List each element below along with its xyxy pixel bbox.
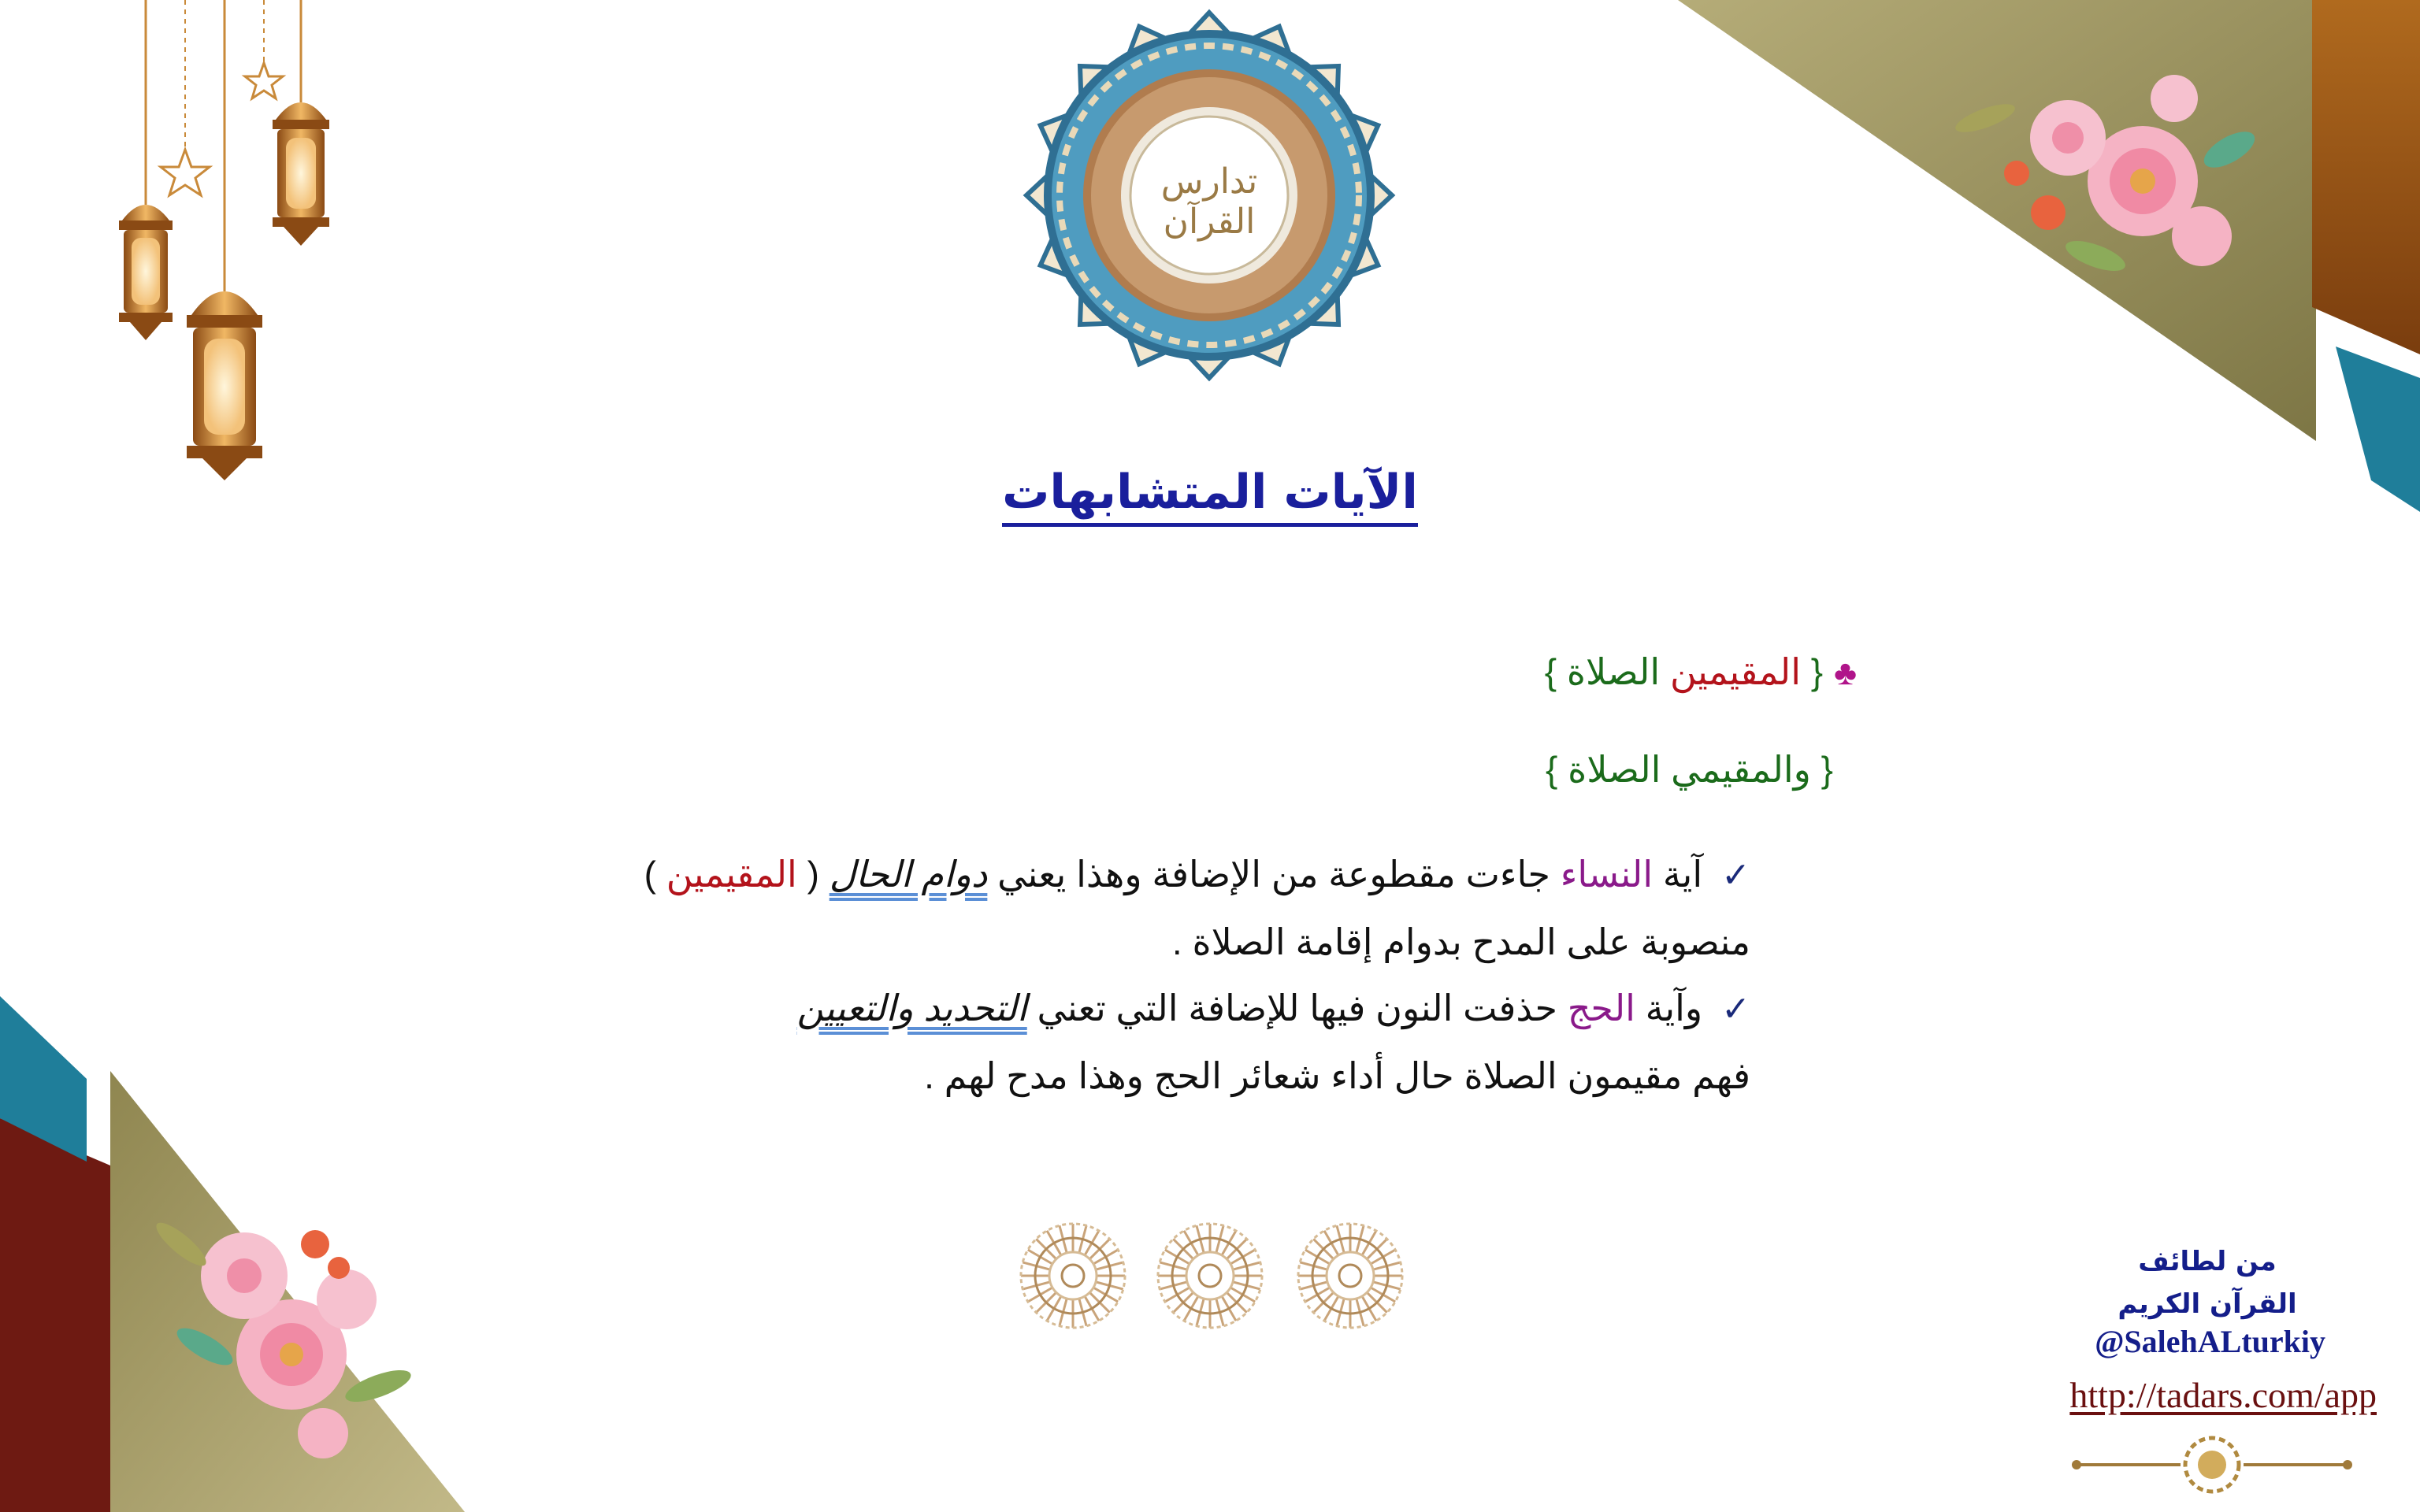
explanation-2-line-2: فهم مقيمون الصلاة حال أداء شعائر الحج وهذا مدح لهم .	[924, 1055, 1750, 1096]
rosette-icon	[1298, 1224, 1402, 1328]
signature-line-1: من لطائف	[2138, 1246, 2277, 1277]
rosette-icon	[1021, 1224, 1125, 1328]
twitter-handle[interactable]: @SalehALturkiy	[2095, 1324, 2325, 1359]
explanation-1-middle: جاءت مقطوعة من الإضافة وهذا يعني	[987, 854, 1561, 895]
explanation-2	[797, 975, 1750, 1109]
explanation-2-middle: حذفت النون فيها للإضافة التي تعني	[1026, 988, 1568, 1028]
verse-line-2: { والمقيمي الصلاة }	[1546, 749, 1833, 790]
rosettes-row	[1021, 1224, 1402, 1328]
explanation-2-line-1	[797, 975, 1750, 1043]
explanation-1-emphasis: دوام الحال	[829, 854, 988, 895]
bottom-left-maroon-bar	[0, 1118, 110, 1512]
explanation-1-highlight: المقيمين	[666, 854, 797, 895]
lantern-icon	[119, 205, 173, 340]
top-right-brown-bar	[2312, 0, 2420, 354]
explanation-2-emphasis: التحديد والتعيين	[796, 988, 1027, 1028]
explanation-2-prefix: وآية	[1635, 988, 1703, 1028]
explanation-1-paren-open: (	[796, 854, 830, 895]
explanation-1	[644, 841, 1750, 975]
check-icon: ✓	[1721, 856, 1750, 895]
explanation-1-prefix: آية	[1653, 854, 1703, 895]
page-title	[0, 465, 2420, 520]
verse-1-highlight: المقيمين	[1669, 651, 1801, 692]
verse-line-1	[1545, 650, 1857, 693]
lantern-icon	[187, 291, 262, 480]
bottom-left-olive-wedge	[110, 1071, 465, 1512]
check-icon: ✓	[1721, 990, 1750, 1028]
verse-1-rest: الصلاة }	[1544, 651, 1670, 692]
lantern-icon	[273, 102, 329, 246]
verse-1-open-brace: {	[1800, 651, 1824, 692]
explanation-1-line-1	[644, 841, 1750, 909]
ornament-divider	[2072, 1438, 2352, 1492]
star-icon	[245, 63, 283, 98]
explanation-1-line-2: منصوبة على المدح بدوام إقامة الصلاة .	[1171, 921, 1750, 962]
lanterns-group	[119, 0, 329, 480]
logo-calligraphy: تدارس القرآن	[1160, 161, 1258, 242]
signature-block	[2081, 1240, 2333, 1325]
star-icon	[161, 150, 210, 195]
club-icon: ♣	[1834, 654, 1857, 692]
tadars-link[interactable]: http://tadars.com/app	[2069, 1375, 2377, 1415]
rosette-icon	[1158, 1224, 1262, 1328]
page-title-text: الآيات المتشابهات	[1002, 465, 1418, 527]
surah-name-hajj: الحج	[1567, 988, 1635, 1028]
explanation-1-paren-close: )	[644, 854, 666, 895]
surah-name-nisa: النساء	[1560, 854, 1654, 895]
signature-line-2: القرآن الكريم	[2118, 1288, 2297, 1320]
